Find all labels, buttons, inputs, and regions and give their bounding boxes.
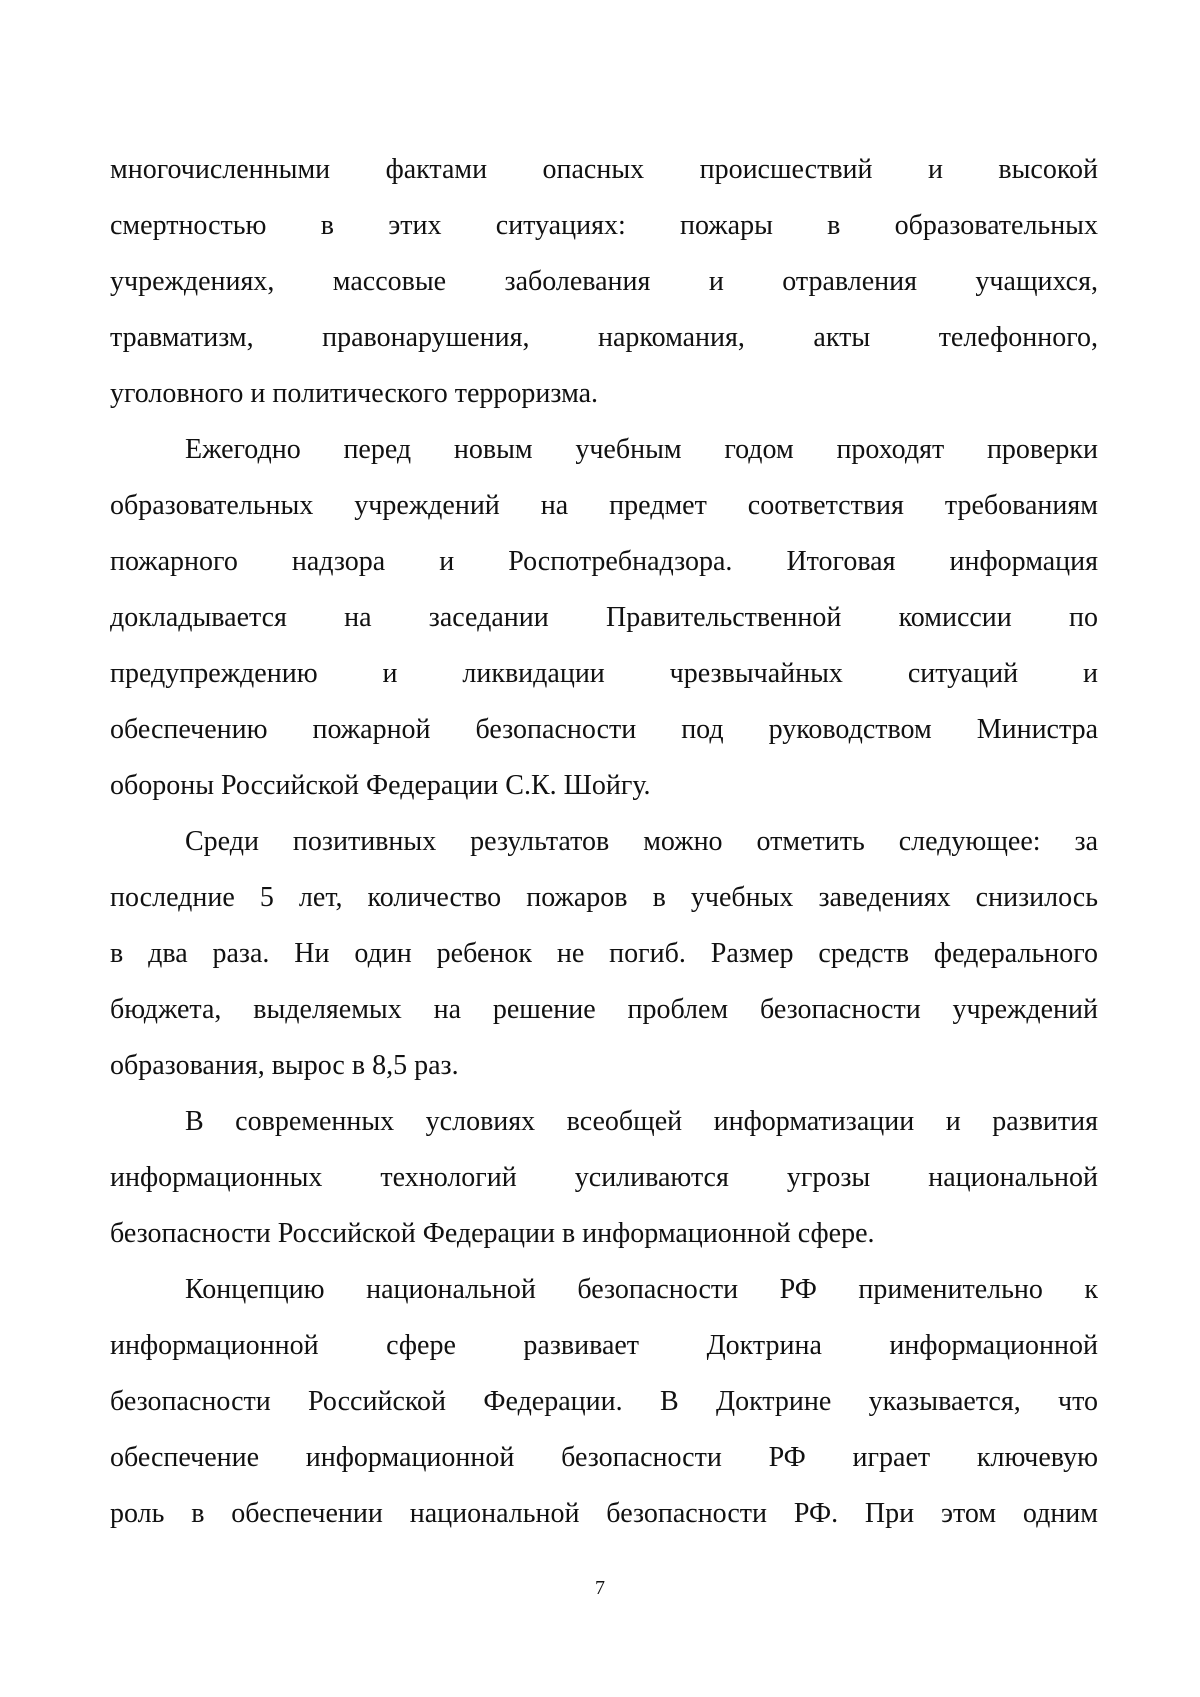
body-line: образовательных учреждений на предмет соответствия требованиям <box>110 490 1098 521</box>
body-line: последние 5 лет, количество пожаров в учебных заведениях снизилось <box>110 882 1098 913</box>
body-line: уголовного и политического терроризма. <box>110 378 599 409</box>
body-line: бюджета, выделяемых на решение проблем безопасности учреждений <box>110 994 1098 1025</box>
body-line: многочисленными фактами опасных происшествий и высокой <box>110 154 1098 185</box>
body-line: в два раза. Ни один ребенок не погиб. Размер средств федерального <box>110 938 1098 969</box>
body-line: безопасности Российской Федерации. В Доктрине указывается, что <box>110 1386 1098 1417</box>
body-line: обеспечение информационной безопасности РФ играет ключевую <box>110 1442 1098 1473</box>
body-line: образования, вырос в 8,5 раз. <box>110 1050 459 1081</box>
body-line: предупреждению и ликвидации чрезвычайных ситуаций и <box>110 658 1098 689</box>
body-line: роль в обеспечении национальной безопасности РФ. При этом одним <box>110 1498 1098 1529</box>
body-line: травматизм, правонарушения, наркомания, акты телефонного, <box>110 322 1098 353</box>
page-number: 7 <box>595 1577 605 1599</box>
body-line: информационной сфере развивает Доктрина информационной <box>110 1330 1098 1361</box>
body-line: обеспечению пожарной безопасности под руководством Министра <box>110 714 1098 745</box>
body-line: безопасности Российской Федерации в информационной сфере. <box>110 1218 875 1249</box>
body-line: докладывается на заседании Правительственной комиссии по <box>110 602 1098 633</box>
body-line: информационных технологий усиливаются угрозы национальной <box>110 1162 1098 1193</box>
paragraph-first-line: В современных условиях всеобщей информатизации и развития <box>185 1106 1098 1137</box>
paragraph-first-line: Концепцию национальной безопасности РФ применительно к <box>185 1274 1098 1305</box>
paragraph-first-line: Среди позитивных результатов можно отметить следующее: за <box>185 826 1098 857</box>
body-line: смертностью в этих ситуациях: пожары в образовательных <box>110 210 1098 241</box>
body-line: учреждениях, массовые заболевания и отравления учащихся, <box>110 266 1098 297</box>
document-body <box>110 142 1098 1542</box>
body-line: пожарного надзора и Роспотребнадзора. Итоговая информация <box>110 546 1098 577</box>
body-line: обороны Российской Федерации С.К. Шойгу. <box>110 770 651 801</box>
paragraph-first-line: Ежегодно перед новым учебным годом проходят проверки <box>185 434 1098 465</box>
